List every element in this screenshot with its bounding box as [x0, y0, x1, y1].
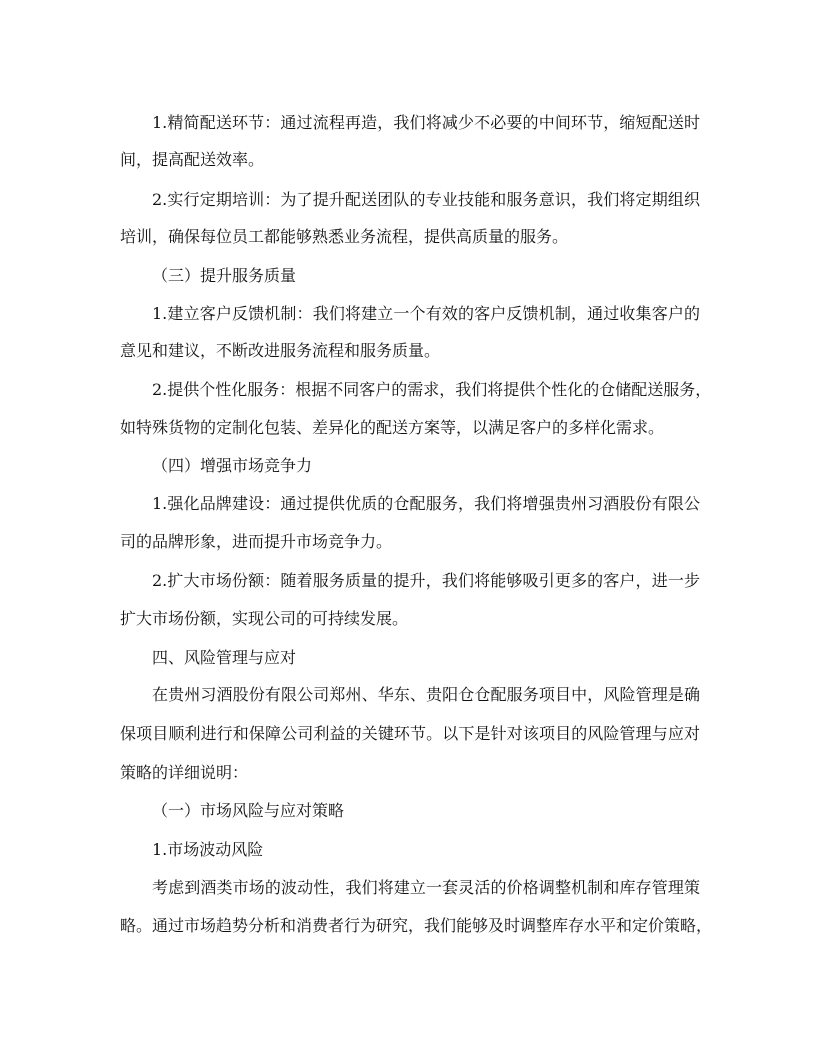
text-line: 司的品牌形象，进而提升市场竞争力。 [120, 532, 393, 551]
text-line: 培训，确保每位员工都能够熟悉业务流程，提供高质量的服务。 [120, 227, 569, 246]
text-line: （三）提升服务质量 [152, 266, 297, 285]
text-line: 2.扩大市场份额：随着服务质量的提升，我们将能够吸引更多的客户，进一步 [152, 571, 700, 590]
text-line: 1.精简配送环节：通过流程再造，我们将减少不必要的中间环节，缩短配送时 [152, 113, 700, 132]
text-line: 1.市场波动风险 [152, 840, 264, 859]
text-line: 间，提高配送效率。 [120, 150, 265, 169]
text-line: 四、风险管理与应对 [152, 648, 297, 667]
text-line: 在贵州习酒股份有限公司郑州、华东、贵阳仓仓配服务项目中，风险管理是确 [152, 685, 700, 704]
text-line: 2.实行定期培训：为了提升配送团队的专业技能和服务意识，我们将定期组织 [152, 190, 700, 209]
text-line: 略。通过市场趋势分析和消费者行为研究，我们能够及时调整库存水平和定价策略， [120, 916, 713, 935]
text-line: 2.提供个性化服务：根据不同客户的需求，我们将提供个性化的仓储配送服务， [152, 380, 712, 399]
text-line: （一）市场风险与应对策略 [152, 801, 345, 820]
text-line: （四）增强市场竞争力 [152, 456, 313, 475]
text-line: 1.强化品牌建设：通过提供优质的仓配服务，我们将增强贵州习酒股份有限公 [152, 494, 700, 513]
text-line: 意见和建议，不断改进服务流程和服务质量。 [120, 341, 441, 360]
text-line: 1.建立客户反馈机制：我们将建立一个有效的客户反馈机制，通过收集客户的 [152, 304, 700, 323]
text-line: 如特殊货物的定制化包装、差异化的配送方案等，以满足客户的多样化需求。 [120, 418, 665, 437]
text-line: 考虑到酒类市场的波动性，我们将建立一套灵活的价格调整机制和库存管理策 [152, 878, 700, 897]
text-line: 保项目顺利进行和保障公司利益的关键环节。以下是针对该项目的风险管理与应对 [120, 724, 700, 743]
text-line: 扩大市场份额，实现公司的可持续发展。 [120, 609, 409, 628]
text-line: 策略的详细说明： [120, 763, 249, 782]
